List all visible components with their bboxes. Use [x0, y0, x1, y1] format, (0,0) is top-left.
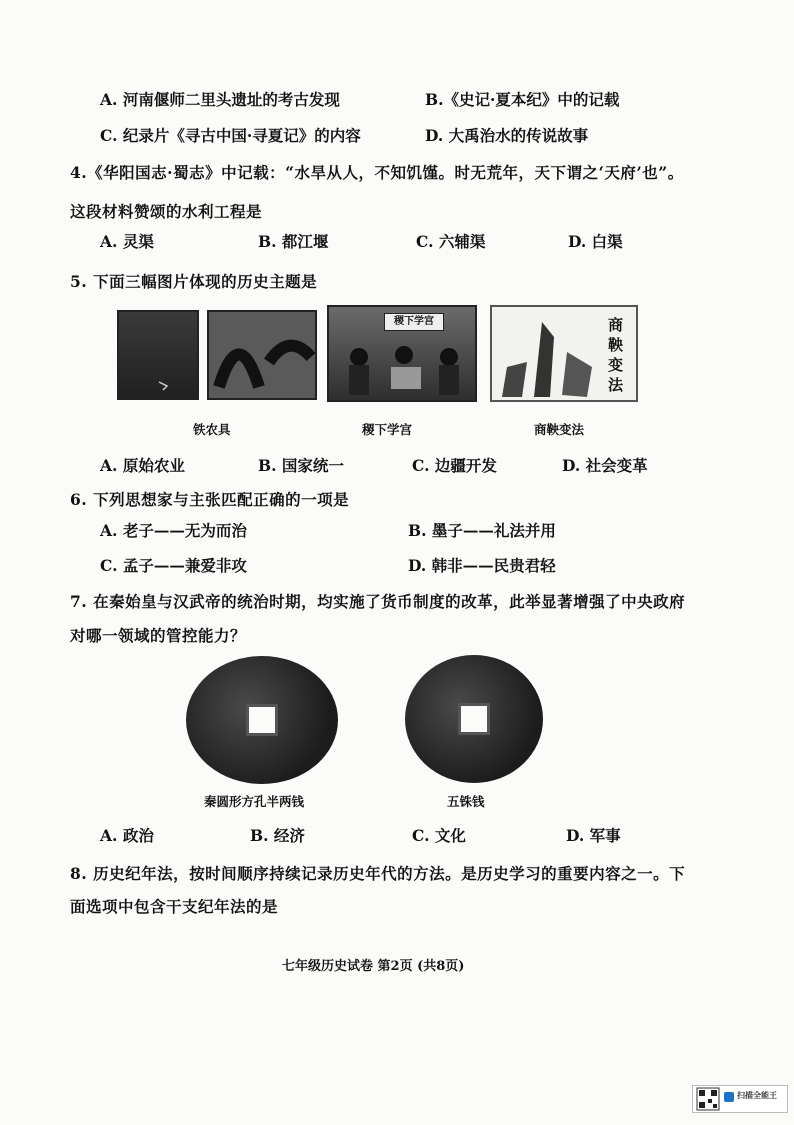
- q4-option-c: C. 六辅渠: [416, 232, 486, 251]
- q4-option-d: D. 白渠: [568, 232, 623, 251]
- q3-option-a: A. 河南偃师二里头遗址的考古发现: [100, 90, 340, 109]
- painting-calligraphy: 商鞅变法: [608, 316, 624, 394]
- q7-option-d: D. 军事: [566, 826, 621, 845]
- iron-tool-image-1: [117, 310, 199, 400]
- q4-stem-line1: 4.《华阳国志·蜀志》中记载：“水旱从人，不知饥馑。时无荒年，天下谓之‘天府’也”。: [70, 163, 684, 182]
- shang-yang-reform-image: [490, 305, 638, 402]
- q7-caption-2: 五铢钱: [447, 794, 485, 809]
- q8-stem-line1: 8. 历史纪年法，按时间顺序持续记录历史年代的方法。是历史学习的重要内容之一。下: [70, 864, 686, 883]
- q5-option-b: B. 国家统一: [258, 456, 344, 475]
- q7-option-b: B. 经济: [250, 826, 305, 845]
- q5-option-a: A. 原始农业: [100, 456, 185, 475]
- q6-option-d: D. 韩非——民贵君轻: [408, 556, 556, 575]
- page-footer: 七年级历史试卷 第2页 (共8页): [282, 959, 465, 974]
- q6-option-c: C. 孟子——兼爱非攻: [100, 556, 247, 575]
- q5-stem: 5. 下面三幅图片体现的历史主题是: [70, 272, 318, 291]
- q3-option-c: C. 纪录片《寻古中国·寻夏记》的内容: [100, 126, 361, 145]
- q6-stem: 6. 下列思想家与主张匹配正确的一项是: [70, 490, 350, 509]
- q5-option-d: D. 社会变革: [562, 456, 648, 475]
- coin-square-hole: [246, 704, 278, 736]
- q6-option-a: A. 老子——无为而治: [100, 521, 247, 540]
- q5-caption-3: 商鞅变法: [534, 422, 585, 437]
- q5-caption-2: 稷下学宫: [362, 422, 413, 437]
- iron-tool-image-2: [207, 310, 317, 400]
- q4-option-a: A. 灵渠: [100, 232, 154, 251]
- q7-option-a: A. 政治: [100, 826, 154, 845]
- q7-stem-line1: 7. 在秦始皇与汉武帝的统治时期，均实施了货币制度的改革，此举显著增强了中央政府: [70, 592, 686, 611]
- q3-option-d: D. 大禹治水的传说故事: [425, 126, 589, 145]
- q7-caption-1: 秦圆形方孔半两钱: [204, 794, 305, 809]
- q8-stem-line2: 面选项中包含干支纪年法的是: [70, 897, 279, 916]
- cs-logo-icon: [724, 1092, 734, 1102]
- q5-caption-1: 铁农具: [193, 422, 231, 437]
- wuzhu-coin: [405, 655, 543, 783]
- q7-stem-line2: 对哪一领域的管控能力？: [70, 626, 247, 645]
- scanner-watermark: [692, 1085, 788, 1113]
- coin-square-hole: [458, 703, 490, 735]
- q6-option-b: B. 墨子——礼法并用: [408, 521, 556, 540]
- q5-option-c: C. 边疆开发: [412, 456, 497, 475]
- scanner-label: 扫描全能王: [737, 1091, 777, 1100]
- q3-option-b: B.《史记·夏本纪》中的记载: [425, 90, 620, 109]
- iron-blades-drawing: [209, 312, 317, 400]
- qin-banliang-coin: [186, 656, 338, 784]
- q7-option-c: C. 文化: [412, 826, 466, 845]
- q4-stem-line2: 这段材料赞颂的水利工程是: [70, 202, 263, 221]
- jixia-academy-image: [327, 305, 477, 402]
- academy-sign: 稷下学宫: [384, 313, 444, 331]
- q4-option-b: B. 都江堰: [258, 232, 329, 251]
- qr-code-icon: [696, 1087, 720, 1111]
- iron-tool-drawing: [119, 312, 199, 400]
